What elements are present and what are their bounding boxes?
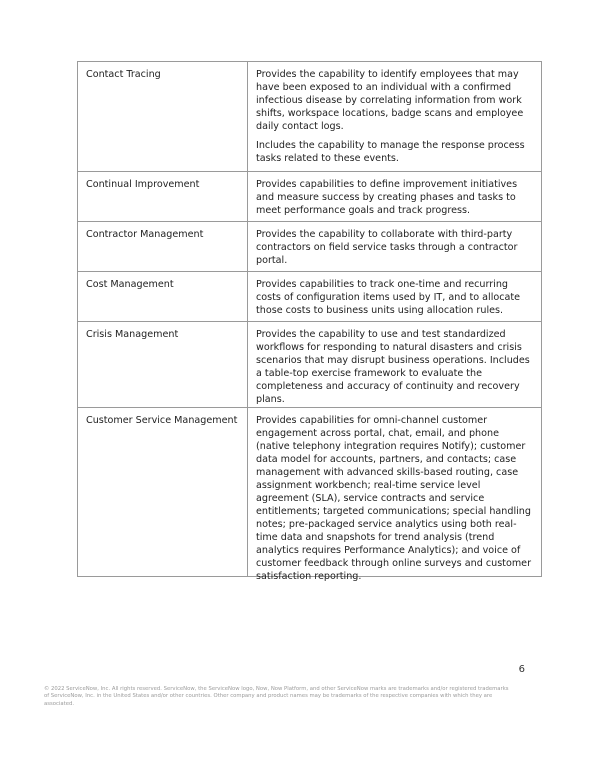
capability-description [248, 172, 541, 221]
table-row [78, 407, 541, 582]
capability-name: Continual Improvement [78, 172, 248, 221]
capability-name: Customer Service Management [78, 408, 248, 576]
capability-description [248, 272, 541, 321]
description-paragraph: Provides the capability to collaborate with third-party contractors on field service tasks through a contractor portal. [256, 229, 518, 266]
table-row [78, 171, 541, 221]
capability-name: Crisis Management [78, 322, 248, 407]
description-paragraph: Provides the capability to identify employees that may have been exposed to an individual with a confirmed infectious disease by correlating information from work shifts, workspace locations, badge scans and employee daily contact logs. [256, 69, 524, 132]
capability-name: Contact Tracing [78, 62, 248, 171]
table-row [78, 271, 541, 321]
capability-description [248, 62, 541, 171]
capability-name: Contractor Management [78, 222, 248, 271]
capability-description [248, 322, 541, 407]
capabilities-table [77, 61, 542, 582]
table-row [78, 321, 541, 407]
copyright-footer: © 2022 ServiceNow, Inc. All rights reserved. ServiceNow, the ServiceNow logo, Now, Now Platform, and other ServiceNow marks are trademarks and/or registered trademarks of ServiceNow, Inc. in the United States and/or other countries. Other company and product names may be trademarks of the respective companies with which they are associated. [44, 686, 509, 707]
capability-name: Cost Management [78, 272, 248, 321]
description-paragraph: Provides capabilities for omni-channel customer engagement across portal, chat, email, and phone (native telephony integration requires Notify); customer data model for accounts, partners, and contacts; case management with advanced skills-based routing, case assignment workbench; real-time service level agreement (SLA), service contracts and service entitlements; targeted communications; special handling notes; pre-packaged service analytics using both real-time data and snapshots for trend analysis (trend analytics requires Performance Analytics); and voice of customer feedback through online surveys and customer satisfaction reporting. [256, 415, 532, 582]
description-paragraph: Includes the capability to manage the response process tasks related to these events. [256, 140, 525, 164]
page-number: 6 [518, 664, 525, 675]
description-paragraph: Provides capabilities to track one-time and recurring costs of configuration items used by IT, and to allocate those costs to business units using allocation rules. [256, 279, 521, 316]
description-paragraph: Provides the capability to use and test standardized workflows for responding to natural disasters and crisis scenarios that may disrupt business operations. Includes a table-top exercise framework to evaluate the completeness and accuracy of continuity and recovery plans. [256, 329, 530, 405]
capability-description [248, 408, 541, 582]
description-paragraph: Provides capabilities to define improvement initiatives and measure success by creating phases and tasks to meet performance goals and track progress. [256, 179, 518, 216]
capability-description [248, 222, 541, 271]
table-row [78, 62, 541, 171]
table-row [78, 221, 541, 271]
